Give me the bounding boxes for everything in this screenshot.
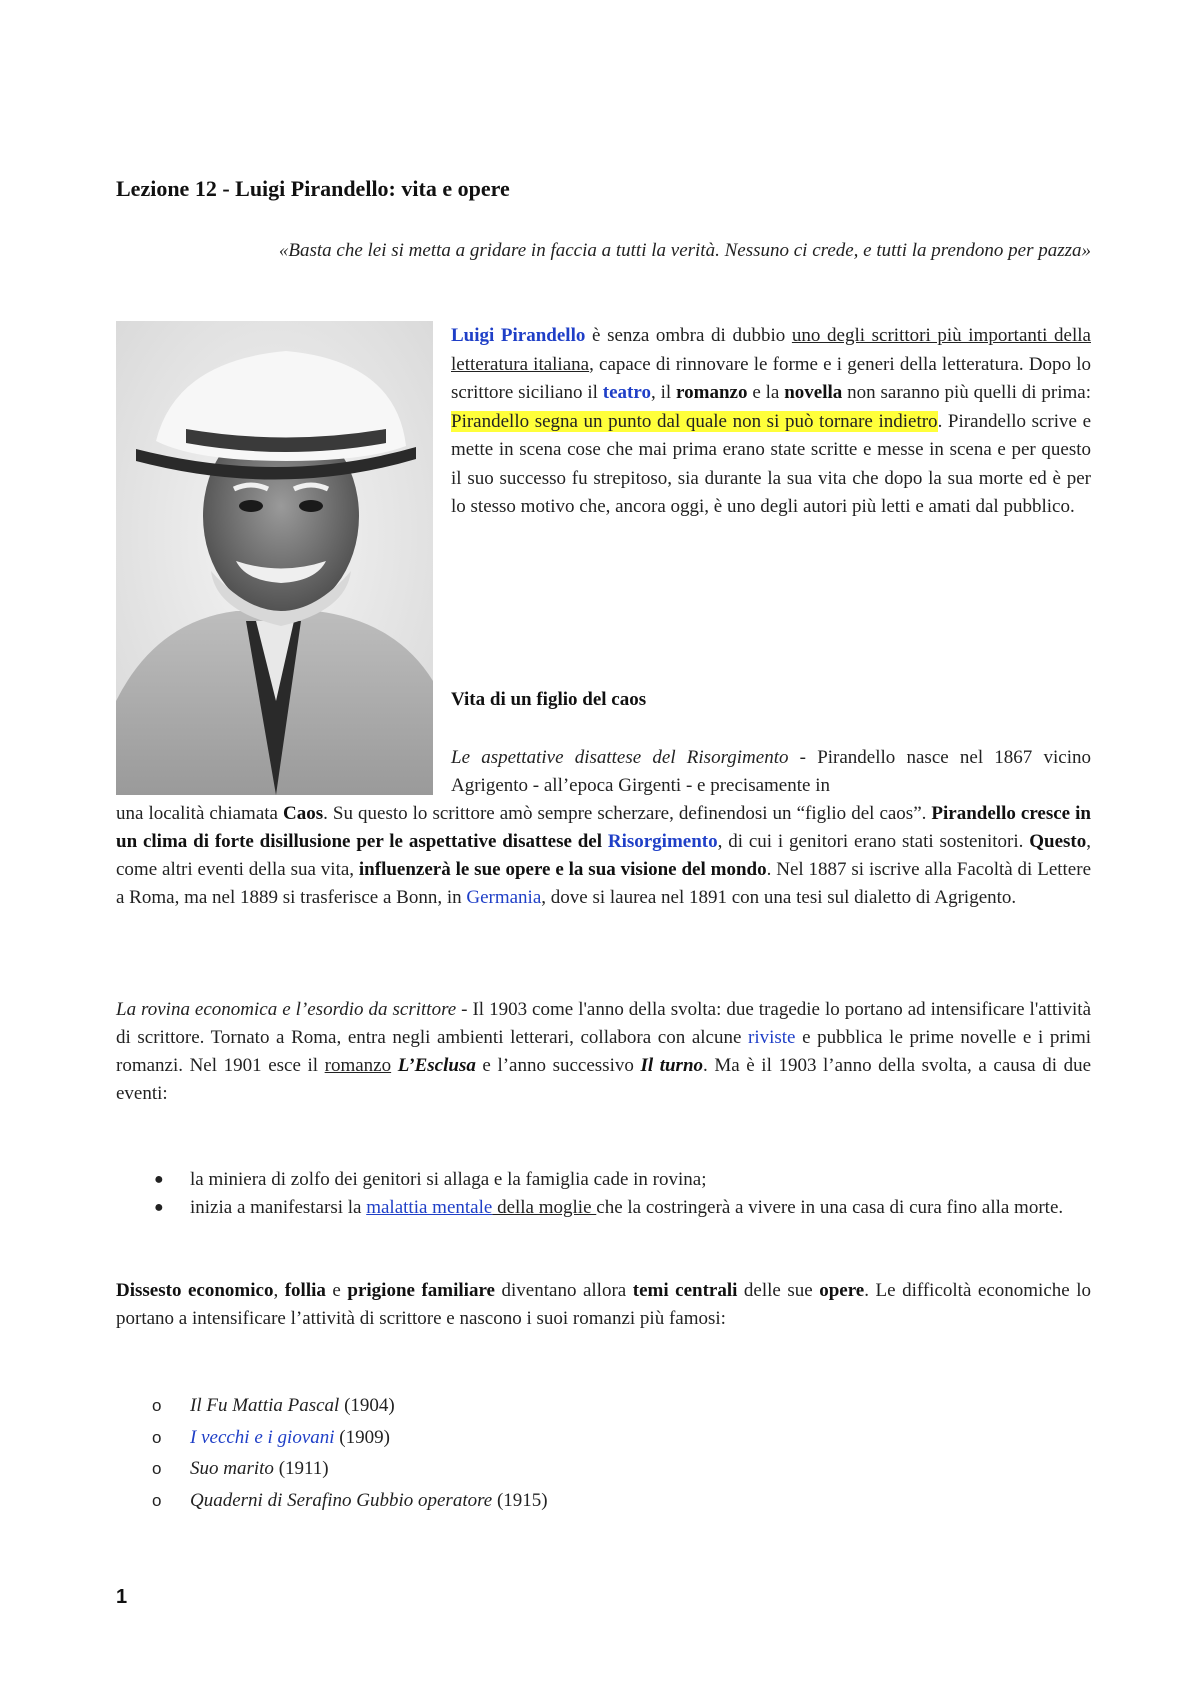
list-item: ● la miniera di zolfo dei genitori si allaga e la famiglia cade in rovina; (116, 1166, 1091, 1194)
portrait-photo (116, 321, 433, 795)
link-risorgimento[interactable]: Risorgimento (607, 831, 718, 852)
bold-romanzo: romanzo (676, 382, 748, 403)
novel-title: Il Fu Mattia Pascal (190, 1395, 340, 1416)
events-list (116, 1166, 1091, 1222)
bold-temi-centrali: temi centrali (632, 1280, 738, 1301)
underlined-phrase: uno degli scrittori più importanti della letteratura italiana (451, 325, 1091, 375)
highlighted-phrase: Pirandello segna un punto dal quale non si può tornare indietro (451, 410, 938, 432)
epigraph-quote: «Basta che lei si metta a gridare in faccia a tutti la verità. Nessuno ci crede, e tutti la prendono per pazza» (278, 240, 1091, 261)
themes-paragraph: Dissesto economico, follia e prigione familiare diventano allora temi centrali delle sue opere. Le difficoltà economiche lo portano a intensificare l’attività di scrittore e nascono i suoi romanzi più famosi: (116, 1280, 1091, 1329)
bold-dissesto: Dissesto economico (116, 1280, 274, 1301)
underlined-moglie: della moglie (492, 1197, 597, 1218)
link-riviste[interactable]: riviste (748, 1027, 796, 1048)
bold-opere: opere (819, 1280, 865, 1301)
bold-disillusione: Pirandello cresce in un clima di forte disillusione per le aspettative disattese del (116, 803, 1091, 852)
novel-title: Suo marito (190, 1458, 274, 1479)
novels-list (116, 1390, 1091, 1516)
link-i-vecchi-e-i-giovani[interactable]: I vecchi e i giovani (190, 1426, 335, 1448)
bullet-icon: ● (154, 1171, 164, 1188)
bullet-icon: ● (154, 1199, 164, 1216)
novel-title: Quaderni di Serafino Gubbio operatore (190, 1489, 493, 1511)
bold-novella: novella (784, 382, 843, 403)
bold-influenzera: influenzerà le sue opere e la sua visione del mondo (358, 859, 767, 880)
list-item: o Suo marito (1911) (116, 1453, 1091, 1485)
circle-bullet-icon: o (152, 1427, 162, 1447)
circle-bullet-icon: o (152, 1459, 162, 1478)
list-item: o I vecchi e i giovani (1909) (116, 1422, 1091, 1454)
life-paragraph-intro: Le aspettative disattese del Risorgimento - Pirandello nasce nel 1867 vicino Agrigento - all’epoca Girgenti - e precisamente in (451, 747, 1091, 796)
portrait-illustration (116, 321, 433, 795)
page-number: 1 (116, 1586, 128, 1608)
circle-bullet-icon: o (152, 1490, 162, 1510)
bold-questo: Questo (1029, 831, 1087, 852)
list-item: o Il Fu Mattia Pascal (1904) (116, 1390, 1091, 1422)
bold-prigione: prigione familiare (347, 1280, 495, 1301)
list-item: o Quaderni di Serafino Gubbio operatore (1915) (116, 1485, 1091, 1517)
link-germania[interactable]: Germania (466, 887, 542, 908)
link-teatro[interactable]: teatro (602, 382, 651, 403)
ruin-paragraph: La rovina economica e l’esordio da scrittore - Il 1903 come l'anno della svolta: due tragedie lo portano ad intensificare l'attività di scrittore. Tornato a Roma, entra negli ambienti letterari, collabora con alcune riviste e pubblica le prime novelle e i primi romanzi. Nel 1901 esce il romanzo L’Esclusa e l’anno successivo Il turno. Ma è il 1903 l’anno della svolta, a causa di due eventi: (116, 999, 1092, 1104)
bold-caos: Caos (283, 803, 324, 824)
bold-follia: follia (284, 1280, 326, 1301)
title-esclusa: L’Esclusa (397, 1055, 476, 1076)
section-heading: Vita di un figlio del caos (451, 689, 647, 710)
subheading-rovina: La rovina economica e l’esordio da scrittore (116, 999, 457, 1020)
page-title: Lezione 12 - Luigi Pirandello: vita e opere (116, 176, 510, 201)
link-luigi-pirandello[interactable]: Luigi Pirandello (451, 325, 586, 346)
title-il-turno: Il turno (640, 1055, 704, 1076)
link-malattia-mentale[interactable]: malattia mentale (366, 1197, 493, 1218)
list-item: ● inizia a manifestarsi la malattia mentale della moglie che la costringerà a vivere in una casa di cura fino alla morte. (116, 1194, 1091, 1222)
underlined-romanzo: romanzo (324, 1055, 392, 1076)
circle-bullet-icon: o (152, 1396, 162, 1415)
life-paragraph: una località chiamata Caos. Su questo lo scrittore amò sempre scherzare, definendosi un “figlio del caos”. Pirandello cresce in un clima di forte disillusione per le aspettative disattese del Risorgimento, di cui i genitori erano stati sostenitori. Questo, come altri eventi della sua vita, influenzerà le sue opere e la sua visione del mondo. Nel 1887 si iscrive alla Facoltà di Lettere a Roma, ma nel 1889 si trasferisce a Bonn, in Germania, dove si laurea nel 1891 con una tesi sul dialetto di Agrigento. (116, 803, 1092, 908)
subheading-aspettative: Le aspettative disattese del Risorgimento (451, 747, 789, 768)
intro-paragraph: Luigi Pirandello è senza ombra di dubbio uno degli scrittori più importanti della letteratura italiana, capace di rinnovare le forme e i generi della letteratura. Dopo lo scrittore siciliano il teatro, il romanzo e la novella non saranno più quelli di prima: Pirandello segna un punto dal quale non si può tornare indietro. Pirandello scrive e mette in scena cose che mai prima erano state scritte e messe in scena e per questo il suo successo fu strepitoso, sia durante la sua vita che dopo la sua morte ed è per lo stesso motivo che, ancora oggi, è uno degli autori più letti e amati dal pubblico. (451, 325, 1092, 517)
